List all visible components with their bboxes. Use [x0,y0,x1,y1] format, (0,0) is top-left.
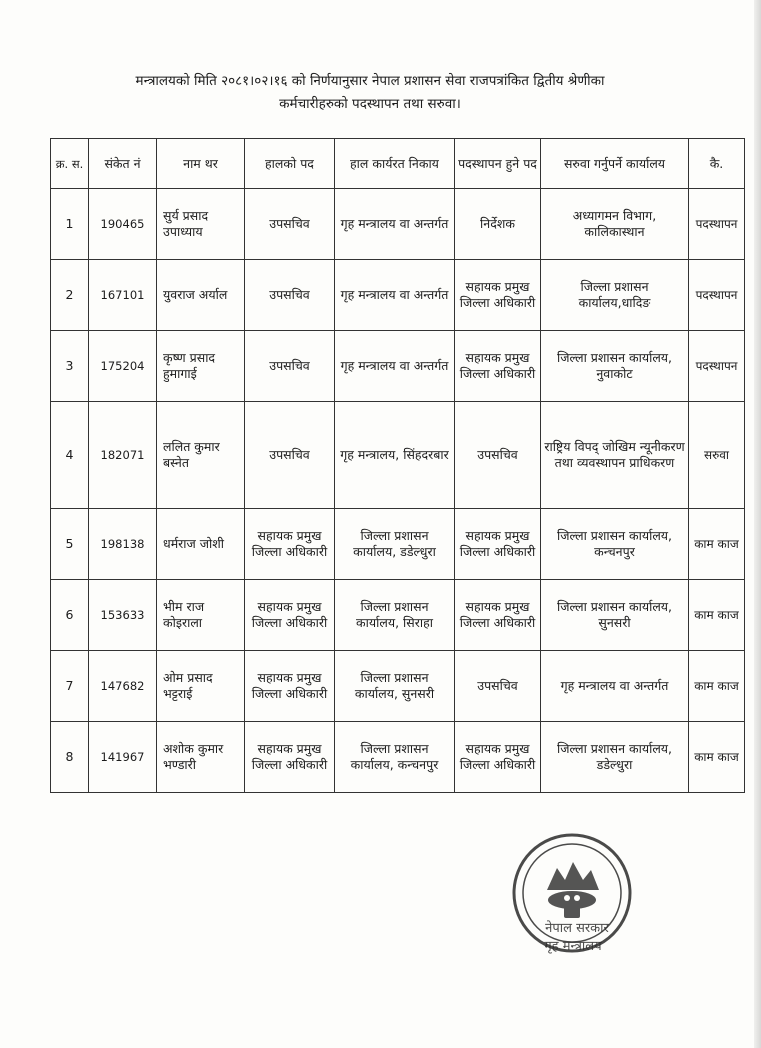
current-office: गृह मन्त्रालय वा अन्तर्गत [335,331,455,402]
table-row [51,189,745,260]
document-title [60,70,680,116]
remark: सरुवा [689,402,745,509]
remark: काम काज [689,509,745,580]
current-post: उपसचिव [245,189,335,260]
new-post: उपसचिव [455,651,541,722]
new-post: सहायक प्रमुख जिल्ला अधिकारी [455,260,541,331]
title-line-2: कर्मचारीहरुको पदस्थापन तथा सरुवा। [279,96,461,112]
table-row [51,260,745,331]
remark: काम काज [689,651,745,722]
serial-number: 1 [51,189,89,260]
serial-number: 8 [51,722,89,793]
table-row [51,331,745,402]
current-office: जिल्ला प्रशासन कार्यालय, डडेल्धुरा [335,509,455,580]
serial-number: 5 [51,509,89,580]
current-office: गृह मन्त्रालय वा अन्तर्गत [335,189,455,260]
serial-number: 7 [51,651,89,722]
code-number: 153633 [89,580,157,651]
current-post: सहायक प्रमुख जिल्ला अधिकारी [245,722,335,793]
transfer-office: जिल्ला प्रशासन कार्यालय,धादिङ [541,260,689,331]
current-post: उपसचिव [245,331,335,402]
ministry-seal-stamp [507,828,637,958]
transfer-office: राष्ट्रिय विपद् जोखिम न्यूनीकरण तथा व्यवस्थापन प्राधिकरण [541,402,689,509]
current-office: गृह मन्त्रालय, सिंहदरबार [335,402,455,509]
seal-text-line-2: गृह मन्त्रालय [544,939,602,954]
new-post: निर्देशक [455,189,541,260]
code-number: 198138 [89,509,157,580]
header-serial-number: क्र. स. [51,139,89,189]
transfer-table [50,138,745,793]
new-post: सहायक प्रमुख जिल्ला अधिकारी [455,509,541,580]
employee-name: अशोक कुमार भण्डारी [157,722,245,793]
table-row [51,509,745,580]
employee-name: ओम प्रसाद भट्टराई [157,651,245,722]
code-number: 141967 [89,722,157,793]
header-new-post: पदस्थापन हुने पद [455,139,541,189]
serial-number: 3 [51,331,89,402]
serial-number: 6 [51,580,89,651]
table-row [51,580,745,651]
transfer-office: जिल्ला प्रशासन कार्यालय, डडेल्धुरा [541,722,689,793]
header-name: नाम थर [157,139,245,189]
code-number: 190465 [89,189,157,260]
transfer-office: जिल्ला प्रशासन कार्यालय, नुवाकोट [541,331,689,402]
serial-number: 2 [51,260,89,331]
current-post: सहायक प्रमुख जिल्ला अधिकारी [245,651,335,722]
employee-name: भीम राज कोइराला [157,580,245,651]
title-line-1: मन्त्रालयको मिति २०८१।०२।१६ को निर्णयानुसार नेपाल प्रशासन सेवा राजपत्रांकित द्वितीय श्रेणीका [135,73,605,89]
header-current-post: हालको पद [245,139,335,189]
employee-name: धर्मराज जोशी [157,509,245,580]
table-header-row [51,139,745,189]
serial-number: 4 [51,402,89,509]
new-post: उपसचिव [455,402,541,509]
new-post: सहायक प्रमुख जिल्ला अधिकारी [455,331,541,402]
employee-name: युवराज अर्याल [157,260,245,331]
header-transfer-office: सरुवा गर्नुपर्ने कार्यालय [541,139,689,189]
remark: पदस्थापन [689,189,745,260]
current-post: सहायक प्रमुख जिल्ला अधिकारी [245,509,335,580]
new-post: सहायक प्रमुख जिल्ला अधिकारी [455,580,541,651]
current-office: जिल्ला प्रशासन कार्यालय, सिराहा [335,580,455,651]
table-row [51,402,745,509]
remark: पदस्थापन [689,260,745,331]
current-post: उपसचिव [245,260,335,331]
employee-name: सुर्य प्रसाद उपाध्याय [157,189,245,260]
employee-name: ललित कुमार बस्नेत [157,402,245,509]
code-number: 175204 [89,331,157,402]
current-post: सहायक प्रमुख जिल्ला अधिकारी [245,580,335,651]
header-remark: कै. [689,139,745,189]
header-code-number: संकेत नं [89,139,157,189]
remark: काम काज [689,580,745,651]
employee-name: कृष्ण प्रसाद हुमागाई [157,331,245,402]
current-office: जिल्ला प्रशासन कार्यालय, सुनसरी [335,651,455,722]
current-office: गृह मन्त्रालय वा अन्तर्गत [335,260,455,331]
table-row [51,722,745,793]
remark: काम काज [689,722,745,793]
table-row [51,651,745,722]
code-number: 147682 [89,651,157,722]
code-number: 182071 [89,402,157,509]
code-number: 167101 [89,260,157,331]
header-current-office: हाल कार्यरत निकाय [335,139,455,189]
remark: पदस्थापन [689,331,745,402]
transfer-office: अध्यागमन विभाग, कालिकास्थान [541,189,689,260]
transfer-office: गृह मन्त्रालय वा अन्तर्गत [541,651,689,722]
current-office: जिल्ला प्रशासन कार्यालय, कन्चनपुर [335,722,455,793]
current-post: उपसचिव [245,402,335,509]
transfer-office: जिल्ला प्रशासन कार्यालय, सुनसरी [541,580,689,651]
seal-emblem-icon [507,828,637,958]
page-edge-shadow [754,0,761,1048]
seal-text-line-1: नेपाल सरकार [545,921,609,936]
transfer-office: जिल्ला प्रशासन कार्यालय, कन्चनपुर [541,509,689,580]
new-post: सहायक प्रमुख जिल्ला अधिकारी [455,722,541,793]
